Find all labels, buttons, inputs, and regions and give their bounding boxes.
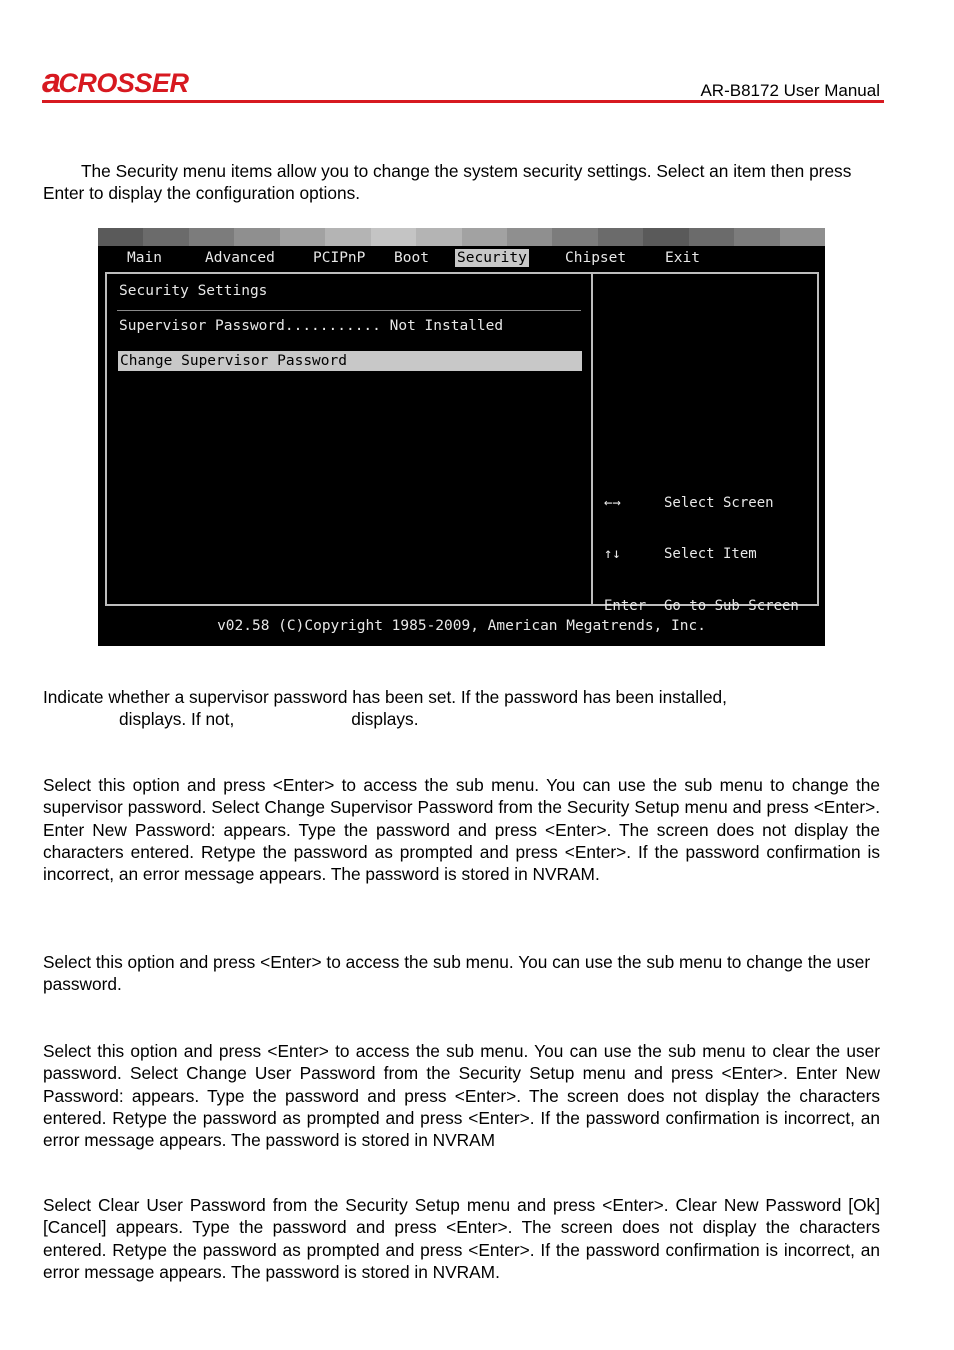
help-key: Enter [604, 598, 647, 615]
tab-security[interactable]: Security [457, 250, 527, 266]
user-password-description: Select this option and press <Enter> to access the sub menu. You can use the sub menu to change the user password. [43, 952, 871, 995]
p1-line2b: displays. [351, 709, 419, 730]
logo-text: CROSSER [58, 68, 189, 98]
bios-screen [98, 228, 825, 646]
manual-title: AR-B8172 User Manual [700, 81, 880, 100]
tab-advanced[interactable]: Advanced [205, 250, 275, 266]
help-desc: Select Item [664, 546, 757, 563]
title-band-block [462, 228, 507, 246]
title-band-block [689, 228, 734, 246]
tab-exit[interactable]: Exit [665, 250, 700, 266]
help-row [604, 495, 799, 512]
title-band-block [371, 228, 416, 246]
title-band-block [325, 228, 370, 246]
change-user-password-description: Select this option and press <Enter> to access the sub menu. You can use the sub menu to clear the user password. Select Change User Password from the Security Setup menu and press <Enter>. Enter New Password: appears. Type the password and press <Enter>. The screen does not display the characters entered. Retype the password as prompted and press <Enter>. If the password confirmation is incorrect, an error message appears. The password is stored in NVRAM [43, 1041, 880, 1151]
tab-boot[interactable]: Boot [394, 250, 429, 266]
section-title: Security Settings [119, 283, 268, 299]
help-key: ←→ [604, 494, 621, 511]
section-divider [117, 310, 581, 311]
help-desc: Select Screen [664, 494, 774, 511]
settings-panel [105, 272, 591, 606]
tab-main[interactable]: Main [127, 250, 162, 266]
bios-menu-bar [98, 246, 825, 272]
title-band-block [98, 228, 143, 246]
title-band-block [189, 228, 234, 246]
title-band-block [234, 228, 279, 246]
help-row [604, 598, 799, 615]
title-band-block [507, 228, 552, 246]
p1-line1: Indicate whether a supervisor password has been set. If the password has been installed, [43, 687, 727, 707]
change-supervisor-password-description: Select this option and press <Enter> to access the sub menu. You can use the sub menu to change the supervisor password. Select Change Supervisor Password from the Security Setup menu and press <Enter>. Enter New Password: appears. Type the password and press <Enter>. The screen does not display the characters entered. Retype the password as prompted and press <Enter>. If the password confirmation is incorrect, an error message appears. The password is stored in NVRAM. [43, 775, 880, 885]
header-rule [42, 100, 884, 103]
bios-copyright: v02.58 (C)Copyright 1985-2009, American Megatrends, Inc. [217, 618, 706, 634]
help-desc: Go to Sub Screen [664, 598, 799, 615]
bios-title-band [98, 228, 825, 246]
title-band-block [552, 228, 597, 246]
title-band-block [643, 228, 688, 246]
acrosser-logo [42, 62, 188, 98]
intro-paragraph: The Security menu items allow you to change the system security settings. Select an item then press Enter to display the configuration options. [43, 161, 852, 204]
title-band-block [780, 228, 825, 246]
logo-initial: a [42, 62, 61, 100]
title-band-block [734, 228, 779, 246]
change-supervisor-password-item[interactable]: Change Supervisor Password [118, 351, 582, 371]
title-band-block [280, 228, 325, 246]
help-key: ↑↓ [604, 546, 621, 563]
tab-chipset[interactable]: Chipset [565, 250, 627, 266]
title-band-block [416, 228, 461, 246]
title-band-block [143, 228, 188, 246]
clear-user-password-description: Select Clear User Password from the Security Setup menu and press <Enter>. Clear New Password [Ok] [Cancel] appears. Type the password and press <Enter>. The screen does not display the characters entered. Retype the password as prompted and press <Enter>. If the password confirmation is incorrect, an error message appears. The password is stored in NVRAM. [43, 1195, 880, 1282]
help-row [604, 546, 799, 563]
p1-line2a: displays. If not, [119, 709, 235, 730]
supervisor-password-status: Supervisor Password........... Not Installed [119, 318, 504, 334]
tab-pcipnp[interactable]: PCIPnP [313, 250, 366, 266]
title-band-block [598, 228, 643, 246]
supervisor-password-description [43, 686, 880, 731]
help-panel [591, 272, 819, 615]
